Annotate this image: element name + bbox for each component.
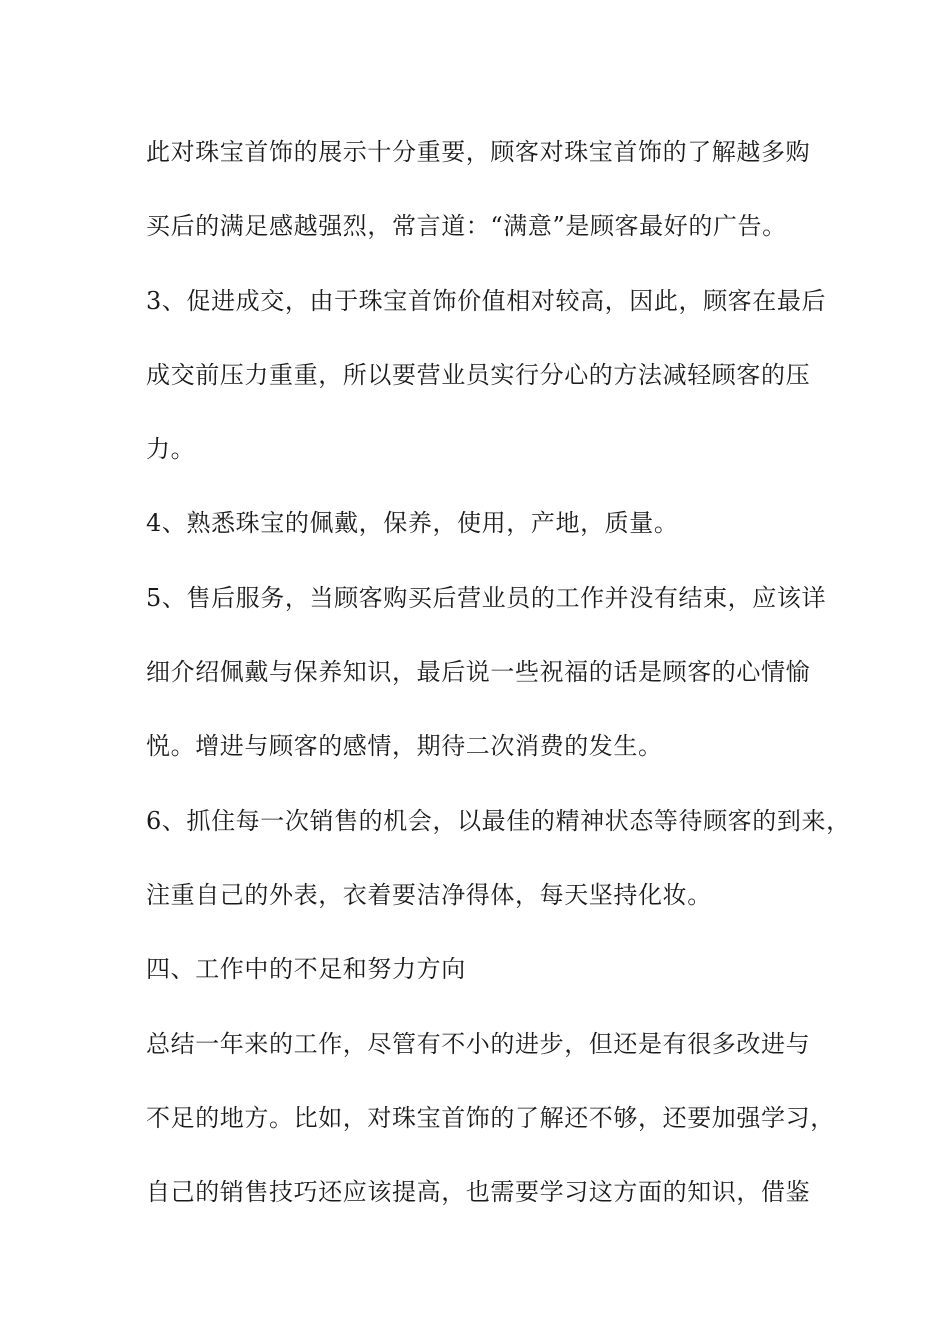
text-line: 买后的满足感越强烈，常言道：“满意”是顾客最好的广告。 [146,212,787,241]
text-line: 6、抓住每一次销售的机会，以最佳的精神状态等待顾客的到来， [146,806,851,835]
text-line: 3、促进成交，由于珠宝首饰价值相对较高，因此，顾客在最后 [146,286,827,315]
text-line: 注重自己的外表，衣着要洁净得体，每天坚持化妆。 [146,880,712,909]
text-line: 不足的地方。比如，对珠宝首饰的了解还不够，还要加强学习， [146,1103,835,1132]
text-line: 力。 [146,435,196,464]
text-line: 细介绍佩戴与保养知识，最后说一些祝福的话是顾客的心情愉 [146,658,811,687]
document-body [146,130,851,1244]
text-line: 悦。增进与顾客的感情，期待二次消费的发生。 [146,732,663,761]
text-line: 成交前压力重重，所以要营业员实行分心的方法减轻顾客的压 [146,360,811,389]
text-line: 5、售后服务，当顾客购买后营业员的工作并没有结束，应该详 [146,583,827,612]
section-heading: 四、工作中的不足和努力方向 [146,955,466,984]
text-line: 4、熟悉珠宝的佩戴，保养，使用，产地，质量。 [146,509,679,538]
text-line: 总结一年来的工作，尽管有不小的进步，但还是有很多改进与 [146,1029,811,1058]
text-line: 此对珠宝首饰的展示十分重要，顾客对珠宝首饰的了解越多购 [146,138,811,166]
text-line: 自己的销售技巧还应该提高，也需要学习这方面的知识，借鉴 [146,1178,811,1207]
